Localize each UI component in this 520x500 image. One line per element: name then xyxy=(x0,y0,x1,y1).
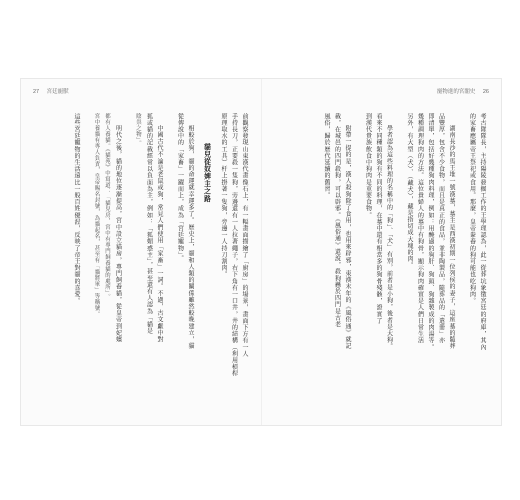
right-col-12: 到漢代貴族飲食中狗肉是重要食物。 xyxy=(364,113,372,219)
left-page-number: 27 xyxy=(33,89,40,95)
right-col-13 xyxy=(352,113,362,413)
left-col-3: 原理取水的工具）杆上掛著一隻狗，旁邊一人持刀割肉。 xyxy=(220,113,227,278)
left-col-12: 明代之後，貓的地位逐漸提高，宮中設立貓房，專門飼養貓，從皇帝到妃嬪 xyxy=(114,125,122,343)
left-running-title: 宮廷寵獸 xyxy=(46,89,69,95)
right-page-header xyxy=(431,87,489,95)
book-gutter xyxy=(261,79,262,425)
section-heading: 貓兒從奴婢主之路 xyxy=(202,143,211,203)
left-col-1: 前觀察發現山東漢代畫像石上，有一幅畫面描繪了「廚房」的場景，畫面下方有一人 xyxy=(241,113,248,358)
right-col-5: 品豐厚，包含不少食物，而且是真正的食品，並非陶製品，隨葬品的「遣冊」亦 xyxy=(437,113,445,344)
left-col-14: 宮中養貓有專人負責，皇帝賜名封號，為貓起名，甚至有「貓將軍」等稱號。 xyxy=(93,113,100,317)
left-page xyxy=(35,113,249,413)
right-col-16: 風俗，歸於歷代延續的舊習。 xyxy=(323,113,330,199)
left-col-8: 中國古代不論是老鼠或狗，常見人們使用「家畜」一詞。不過，古文獻中對 xyxy=(156,125,163,343)
right-col-6: 即清單，包括好幾種狗肉料理，例如：用醃過的狗肝、狗頭、狗雜製成的肉湯等。 xyxy=(427,113,434,351)
left-col-13: 都有人養貓。《貓苑》中寫道：「貓兒房，宮中有專門飼養貓的處所」。 xyxy=(104,113,110,300)
left-col-10: 陰祟之物」。 xyxy=(135,113,141,147)
left-col-9: 狐或貓的記載經常以負面為主，例如：「狐媚惑主」，甚至還有人認為「貓是 xyxy=(145,113,153,335)
right-col-11: 看來不同種類的狗有不同的料理，在墓中還有相當多的狗骨殘骸，證實了 xyxy=(375,113,382,325)
right-running-title: 寵物進的宮閣史 xyxy=(436,89,476,95)
left-col-11 xyxy=(123,113,133,413)
right-page-number: 26 xyxy=(482,89,489,95)
left-col-15 xyxy=(81,113,91,413)
right-page xyxy=(273,113,487,413)
right-col-2: 的家畜應屬帝王祭祀或食用。那麼，皇帝豢養的狗可能也吃狗肉。 xyxy=(468,113,476,305)
left-col-16: 這些宮廷寵物的生活遠比一般百姓優渥，反映了帝王對貓的喜愛。 xyxy=(73,113,80,305)
right-col-1: 考古隊隊長，主持陽陵發掘工作的王學理認為，此一從葬坑象徵宮廷的府庫，其內 xyxy=(479,113,486,351)
left-col-6: 從傳說中的「家畜」一躍而上，成為「宮廷寵物」。 xyxy=(176,113,184,262)
book-spread xyxy=(20,78,502,426)
right-col-10: 學者認為這些料理的名稱中的「狗」、「犬」有別，前者是小狗，後者是大狗。 xyxy=(385,125,393,350)
left-col-2: 手持長刀，正要殺一隻狗，旁邊還有一人拉著繩子，右下角有一口井，井的結構（利用槓桿 xyxy=(230,113,238,377)
right-col-7: 幾種調理狗肉的方法。這位貴婦人的墓中有狗骨，顯示狗肉確實是人們日常生活 xyxy=(416,113,424,344)
left-col-5: 相較於狗，貓的命運就幸運多了。歷史上，貓和人類的關係雖然較晚建立，貓 xyxy=(187,125,194,350)
right-col-8: 另外，有大型（犬）、（藏犬），藏是指切成大塊的肉。 xyxy=(406,113,413,269)
left-page-header xyxy=(33,87,75,95)
left-col-7 xyxy=(164,113,174,413)
right-col-14: 附帶一提的是，漢人殺狗除了食用，也用來辟邪，東漢末年的《風俗通》就記 xyxy=(344,125,351,350)
right-col-4: 湖南長沙的馬王堆一號漢墓，墓主是西漢初期一位列侯的妻子，這座墓的隨葬 xyxy=(448,125,455,350)
right-col-3 xyxy=(456,113,466,413)
right-col-9 xyxy=(394,113,404,413)
right-col-15: 載，在城邑的四門殺狗，可以辟邪。《風俗通》還說，殺狗懸於四門是古老 xyxy=(333,113,341,328)
